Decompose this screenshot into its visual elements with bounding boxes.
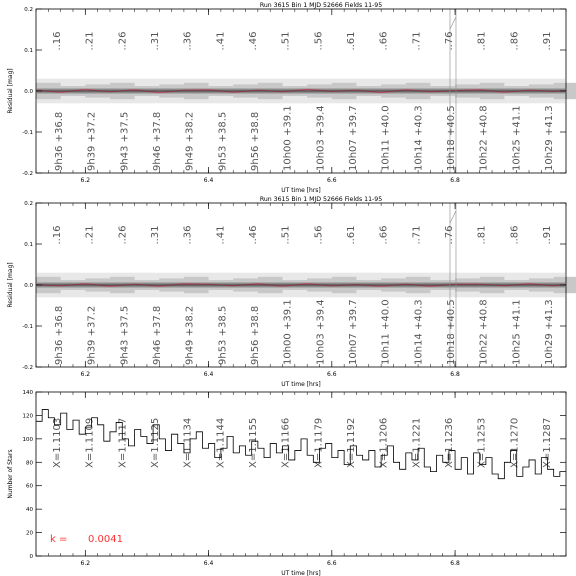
x-tick-label: 6.4 [203, 371, 214, 378]
x-tick-label: 6.4 [203, 177, 214, 184]
field-number: ..66 [378, 225, 390, 245]
field-coordinate: 9h53 +38.5 [217, 305, 229, 365]
x-tick-label: 6.8 [450, 560, 460, 567]
field-number: ..46 [248, 31, 259, 51]
marker-slash [450, 17, 456, 29]
y-axis-label: Number of Stars [7, 449, 14, 499]
field-coordinate: 10h14 +40.3 [413, 105, 425, 171]
x-axis-label: UT time [hrs] [281, 187, 321, 194]
field-coordinate: 9h49 +38.2 [184, 305, 196, 365]
k-label: k = [50, 534, 68, 545]
field-coordinate: 9h36 +36.8 [54, 111, 65, 171]
plot-frame [36, 392, 566, 556]
marker-slash [450, 211, 456, 223]
x-tick-label: 6.2 [80, 560, 91, 567]
field-number: ..61 [346, 225, 357, 245]
residual-panel-1 [7, 2, 576, 194]
field-coordinate: 10h29 +41.3 [544, 299, 555, 365]
y-tick-label: -0.1 [22, 130, 33, 136]
field-number: ..61 [346, 31, 357, 51]
airmass-label: X=1.1236 [444, 417, 455, 468]
field-coordinate: 9h36 +36.8 [54, 305, 65, 365]
field-number: ..76 [444, 225, 455, 245]
field-coordinate: 10h14 +40.3 [413, 299, 425, 365]
field-number: ..41 [215, 31, 227, 51]
y-tick-label: 0.0 [24, 283, 33, 289]
x-tick-label: 6.8 [450, 177, 460, 184]
x-tick-label: 6.6 [327, 371, 337, 378]
field-number: ..16 [52, 31, 63, 51]
field-number: ..86 [509, 225, 521, 245]
field-coordinate: 10h22 +40.8 [478, 105, 490, 171]
airmass-label: X=1.1270 [509, 417, 521, 468]
airmass-label: X=1.1166 [280, 417, 292, 468]
y-tick-label: 0.2 [24, 201, 33, 207]
y-axis-label: Residual [mag] [7, 262, 14, 308]
airmass-label: X=1.1206 [378, 417, 390, 468]
y-tick-label: -0.2 [22, 171, 33, 177]
field-coordinate: 9h46 +37.8 [152, 111, 163, 171]
y-tick-label: 80 [26, 460, 33, 467]
field-coordinate: 10h11 +40.0 [380, 105, 392, 171]
y-tick-label: 0.1 [24, 242, 33, 248]
field-number: ..56 [313, 31, 325, 51]
chart-title: Run 3615 Bin 1 MJD 52666 Fields 11-95 [259, 196, 383, 203]
field-number: ..21 [84, 225, 96, 245]
field-number: ..16 [52, 225, 63, 245]
field-coordinate: 10h18 +40.5 [446, 299, 457, 365]
field-number: ..56 [313, 225, 325, 245]
field-number: ..46 [248, 225, 259, 245]
field-coordinate: 10h29 +41.3 [544, 105, 555, 171]
field-coordinate: 10h25 +41.1 [511, 299, 523, 365]
y-tick-label: 60 [26, 483, 33, 490]
field-number: ..71 [411, 225, 423, 245]
field-coordinate: 10h11 +40.0 [380, 299, 392, 365]
y-tick-label: 140 [22, 390, 33, 396]
airmass-label: X=1.1221 [411, 417, 423, 468]
field-coordinate: 10h18 +40.5 [446, 105, 457, 171]
k-value: 0.0041 [88, 534, 123, 545]
residual-panel-2 [7, 196, 576, 388]
field-coordinate: 10h00 +39.1 [282, 299, 294, 365]
field-number: ..21 [84, 31, 96, 51]
y-tick-label: 0.2 [24, 7, 33, 13]
y-tick-label: 0.1 [24, 48, 33, 54]
field-number: ..81 [476, 225, 488, 245]
x-tick-label: 6.8 [450, 371, 460, 378]
field-number: ..36 [182, 31, 194, 51]
field-number: ..76 [444, 31, 455, 51]
x-tick-label: 6.2 [80, 371, 91, 378]
field-coordinate: 9h56 +38.8 [250, 111, 261, 171]
airmass-label: X=1.1179 [313, 417, 325, 468]
field-number: ..31 [150, 225, 161, 245]
field-number: ..41 [215, 225, 227, 245]
x-axis-label: UT time [hrs] [281, 570, 321, 576]
airmass-label: X=1.1155 [248, 417, 259, 468]
field-coordinate: 9h39 +37.2 [86, 305, 98, 365]
y-tick-label: 0 [29, 554, 33, 560]
airmass-label: X=1.1134 [182, 417, 194, 468]
y-tick-label: 0.0 [24, 89, 33, 95]
field-coordinate: 9h49 +38.2 [184, 111, 196, 171]
field-coordinate: 10h22 +40.8 [478, 299, 490, 365]
airmass-label: X=1.1103 [52, 417, 63, 468]
y-tick-label: 20 [26, 530, 33, 537]
y-tick-label: 120 [22, 413, 33, 420]
airmass-label: X=1.1287 [542, 417, 553, 468]
airmass-label: X=1.1253 [476, 417, 488, 468]
field-coordinate: 10h25 +41.1 [511, 105, 523, 171]
field-coordinate: 10h03 +39.4 [315, 299, 327, 365]
x-tick-label: 6.4 [203, 560, 214, 567]
field-number: ..51 [280, 31, 292, 51]
y-tick-label: 40 [26, 507, 33, 514]
field-coordinate: 9h39 +37.2 [86, 111, 98, 171]
field-number: ..91 [542, 31, 553, 51]
star-count-panel [7, 390, 566, 576]
field-number: ..91 [542, 225, 553, 245]
field-number: ..86 [509, 31, 521, 51]
field-number: ..51 [280, 225, 292, 245]
field-coordinate: 9h46 +37.8 [152, 305, 163, 365]
field-coordinate: 10h03 +39.4 [315, 105, 327, 171]
field-number: ..66 [378, 31, 390, 51]
field-coordinate: 9h43 +37.5 [119, 305, 131, 365]
y-tick-label: 100 [22, 436, 33, 443]
x-tick-label: 6.6 [327, 560, 337, 567]
field-coordinate: 10h07 +39.7 [348, 299, 359, 365]
field-number: ..81 [476, 31, 488, 51]
x-tick-label: 6.6 [327, 177, 337, 184]
field-coordinate: 9h53 +38.5 [217, 111, 229, 171]
airmass-label: X=1.1125 [150, 417, 161, 468]
field-number: ..26 [117, 225, 129, 245]
airmass-label: X=1.1144 [215, 417, 227, 468]
field-number: ..71 [411, 31, 423, 51]
y-tick-label: -0.1 [22, 324, 33, 330]
y-axis-label: Residual [mag] [7, 68, 14, 114]
field-coordinate: 9h56 +38.8 [250, 305, 261, 365]
x-tick-label: 6.2 [80, 177, 91, 184]
airmass-label: X=1.1192 [346, 417, 357, 468]
x-axis-label: UT time [hrs] [281, 381, 321, 388]
y-tick-label: -0.2 [22, 365, 33, 371]
field-coordinate: 10h00 +39.1 [282, 105, 294, 171]
field-coordinate: 10h07 +39.7 [348, 105, 359, 171]
field-number: ..36 [182, 225, 194, 245]
airmass-label: X=1.1117 [117, 417, 129, 468]
field-number: ..31 [150, 31, 161, 51]
field-number: ..26 [117, 31, 129, 51]
airmass-label: X=1.1109 [84, 417, 96, 468]
field-coordinate: 9h43 +37.5 [119, 111, 131, 171]
chart-title: Run 3615 Bin 1 MJD 52666 Fields 11-95 [259, 2, 383, 9]
